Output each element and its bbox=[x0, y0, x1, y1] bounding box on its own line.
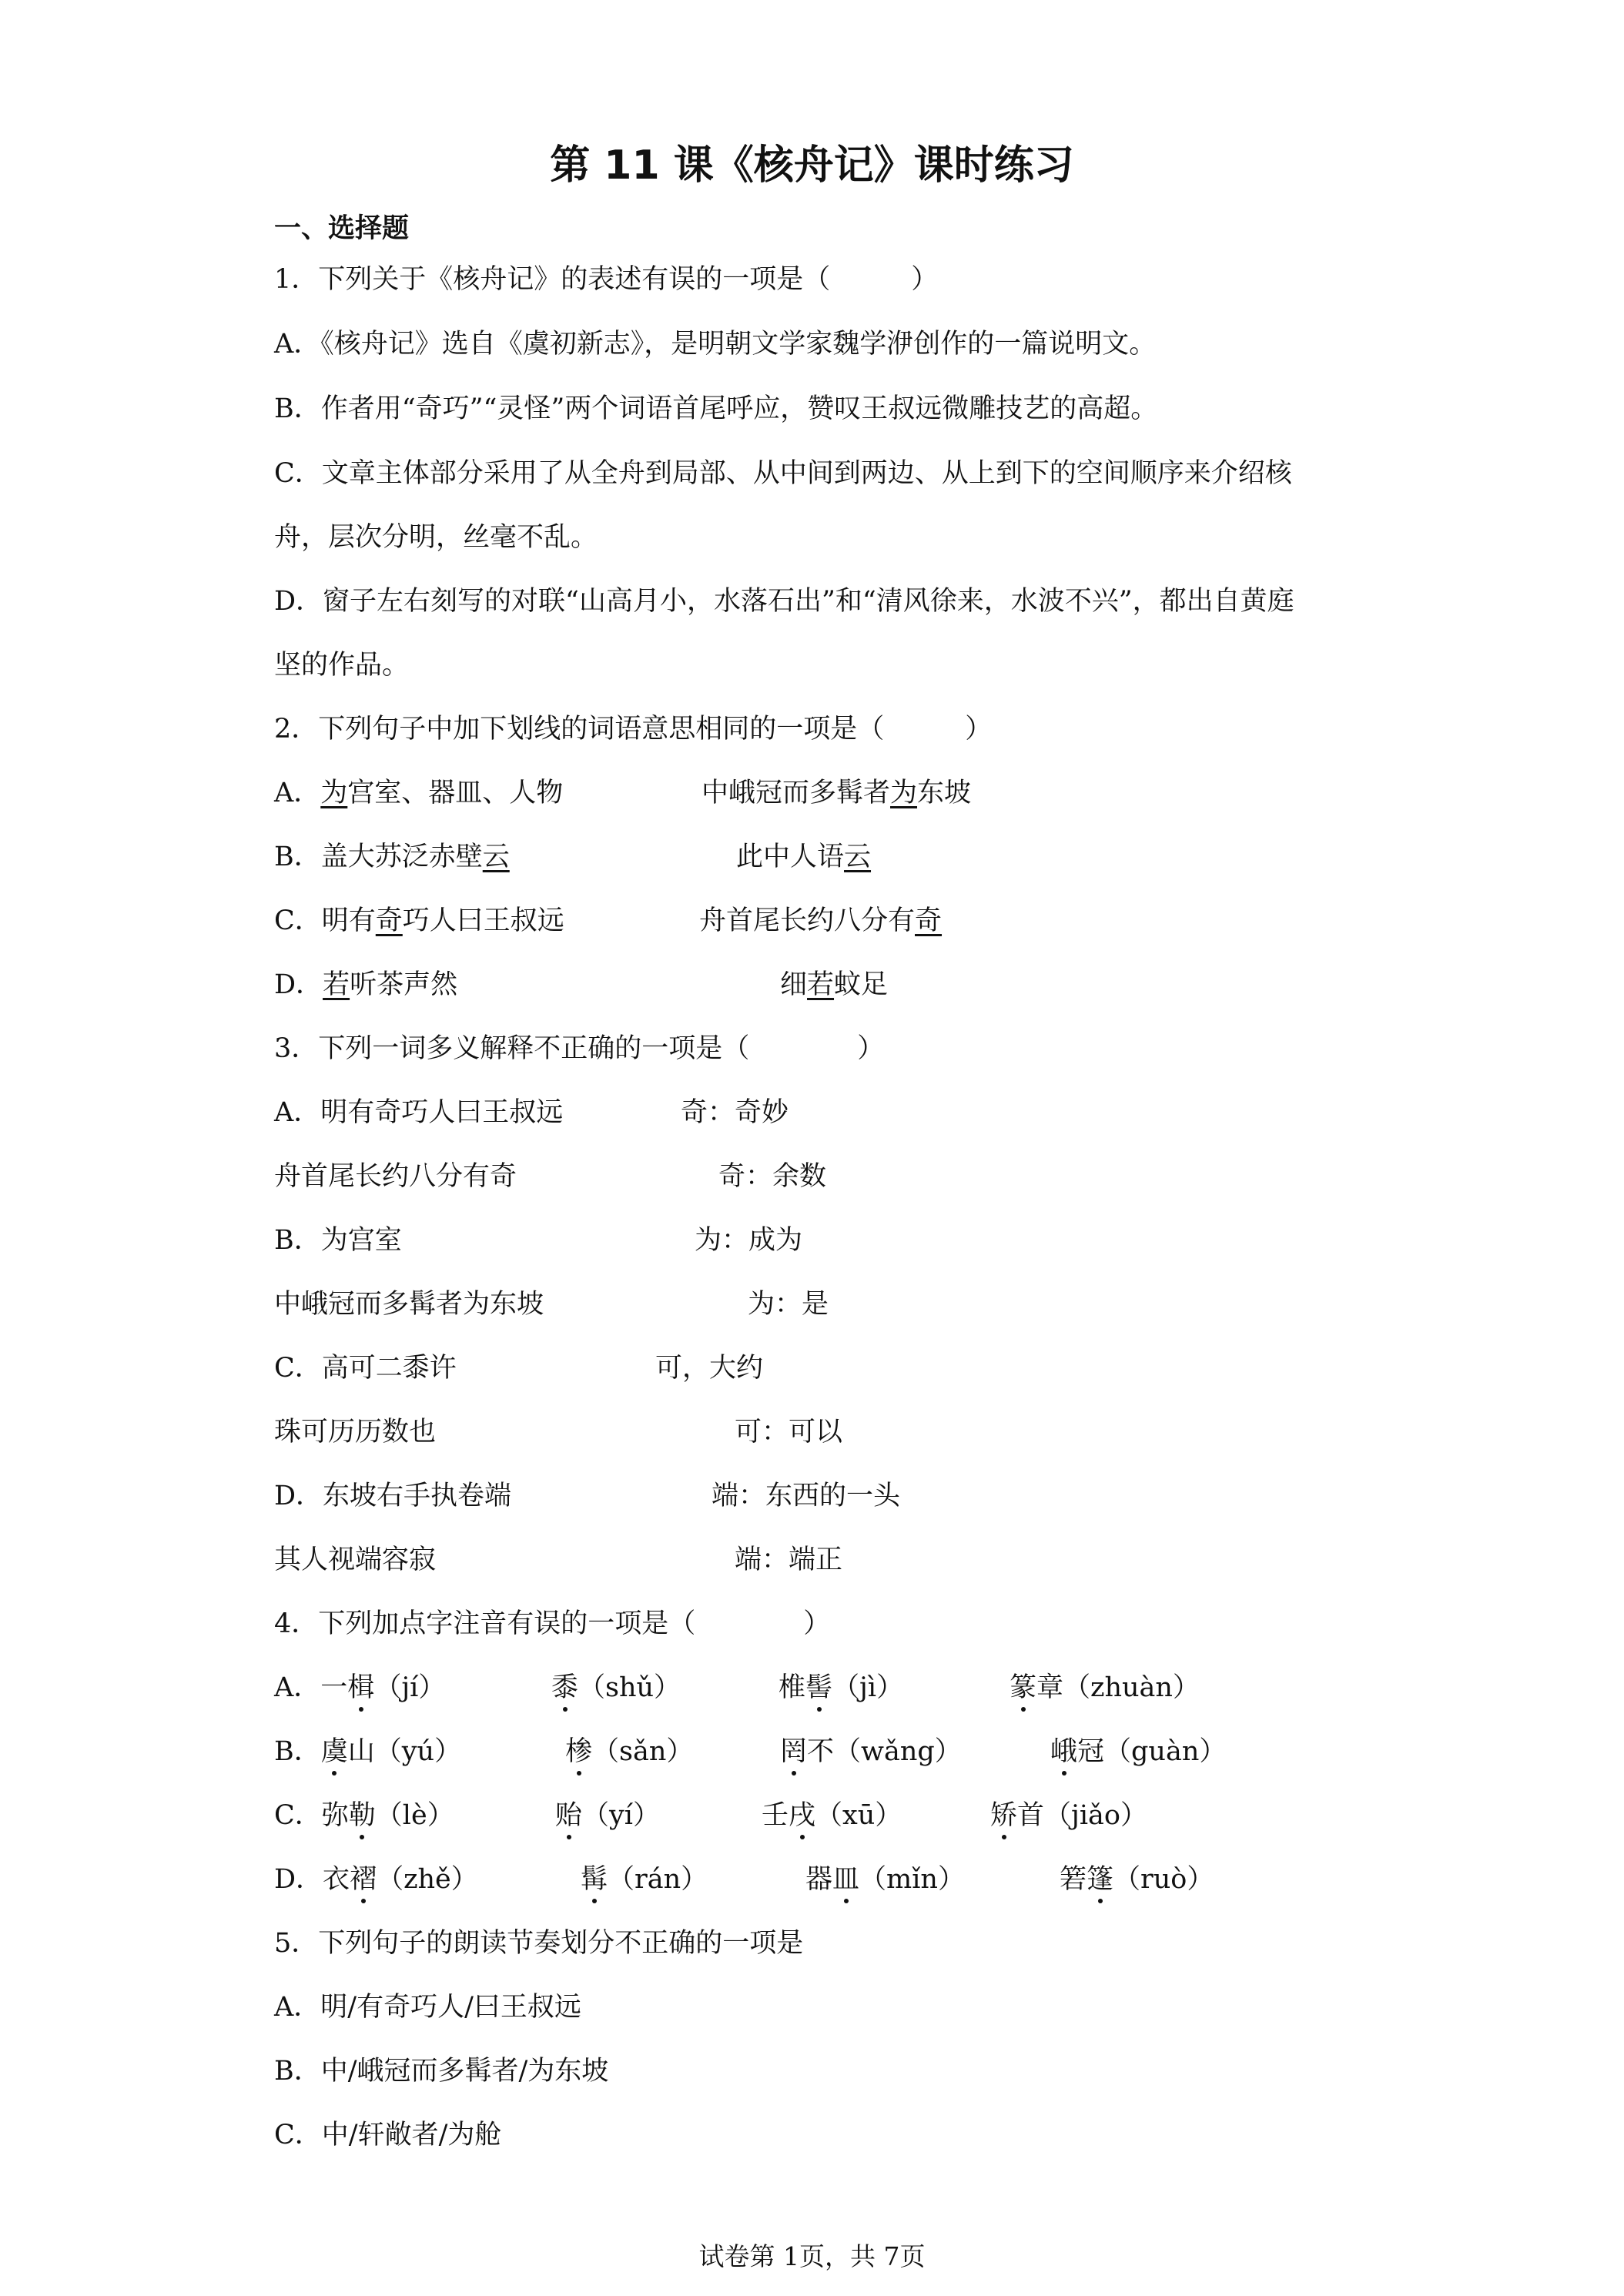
q4-pinyin: （xū） bbox=[815, 1800, 902, 1831]
q4-pinyin: 首（jiǎo） bbox=[1017, 1800, 1148, 1831]
q4-pinyin: （yí） bbox=[582, 1800, 660, 1831]
q2-c-underlined-1: 奇 bbox=[375, 905, 403, 936]
q2-a-prefix: A． bbox=[274, 778, 321, 808]
q3-row bbox=[274, 1096, 789, 1130]
q3-row-meaning: 端：东西的一头 bbox=[712, 1481, 901, 1511]
q4-pinyin: 不（wǎng） bbox=[807, 1736, 962, 1767]
q4-pinyin: （zhě） bbox=[377, 1864, 478, 1895]
q4-text: 壬 bbox=[762, 1800, 789, 1831]
q2-d-text: 听茶声然 bbox=[350, 969, 458, 1000]
q4-text: 椎 bbox=[779, 1672, 806, 1703]
q3-row-meaning: 为：是 bbox=[748, 1289, 829, 1320]
q3-row-word: 舟首尾长约八分有奇 bbox=[274, 1161, 517, 1192]
q4-dotted-char: 矫 bbox=[990, 1800, 1018, 1831]
q1-option-b: B．作者用“奇巧”“灵怪”两个词语首尾呼应，赞叹王叔远微雕技艺的高超。 bbox=[274, 393, 1158, 424]
q4-pinyin: （jì） bbox=[832, 1672, 904, 1703]
q4-pinyin: （ruò） bbox=[1113, 1864, 1214, 1895]
q4-dotted-char: 篆 bbox=[1010, 1672, 1037, 1703]
q3-row-word: B．为宫室 bbox=[274, 1225, 402, 1256]
q2-c-text-2: 巧人曰王叔远 bbox=[402, 905, 564, 936]
q4-text: 箬 bbox=[1060, 1864, 1087, 1895]
q4-text: B． bbox=[274, 1736, 321, 1767]
q2-b-underlined-1: 云 bbox=[482, 842, 510, 872]
q2-option-b bbox=[274, 840, 872, 874]
q4-text: A． bbox=[274, 1672, 321, 1703]
section-heading: 一、选择题 bbox=[274, 213, 410, 244]
q2-d-prefix: D． bbox=[274, 969, 323, 1000]
q4-dotted-char: 黍 bbox=[551, 1672, 579, 1703]
q2-a-text-2: 中峨冠而多髯者 bbox=[702, 778, 891, 808]
q5-option-a: A．明/有奇巧人/曰王叔远 bbox=[274, 1992, 581, 2023]
q3-row bbox=[274, 1287, 829, 1321]
q4-pinyin: （jí） bbox=[374, 1672, 446, 1703]
q2-d-text-2: 细 bbox=[780, 969, 808, 1000]
q4-pinyin: 冠（guàn） bbox=[1077, 1736, 1227, 1767]
q5-option-c: C．中/轩敞者/为舱 bbox=[274, 2120, 502, 2150]
q3-row-meaning: 为：成为 bbox=[695, 1225, 803, 1256]
q2-a-text: 宫室、器皿、人物 bbox=[347, 778, 564, 808]
q4-stem: 4．下列加点字注音有误的一项是（ ） bbox=[274, 1608, 831, 1639]
q2-c-text: C．明有 bbox=[274, 905, 376, 936]
q1-option-d-line1: D．窗子左右刻写的对联“山高月小，水落石出”和“清风徐来，水波不兴”，都出自黄庭 bbox=[274, 586, 1294, 617]
q4-text: 一 bbox=[320, 1672, 348, 1703]
q4-dotted-char: 髻 bbox=[805, 1672, 833, 1703]
q3-row-meaning: 奇：奇妙 bbox=[681, 1097, 789, 1128]
q4-dotted-char: 勒 bbox=[348, 1800, 376, 1831]
q4-pinyin: （lè） bbox=[375, 1800, 454, 1831]
q4-dotted-char: 篷 bbox=[1087, 1864, 1114, 1895]
q2-c-text-3: 舟首尾长约八分有 bbox=[699, 905, 916, 936]
q4-dotted-char: 贻 bbox=[555, 1800, 583, 1831]
q1-stem: 1．下列关于《核舟记》的表述有误的一项是（ ） bbox=[274, 264, 939, 295]
q5-option-b: B．中/峨冠而多髯者/为东坡 bbox=[274, 2056, 609, 2087]
q3-row-meaning: 可，大约 bbox=[655, 1353, 764, 1384]
q1-option-a: A．《核舟记》选自《虞初新志》，是明朝文学家魏学洢创作的一篇说明文。 bbox=[274, 329, 1157, 360]
q4-dotted-char: 峨 bbox=[1050, 1736, 1078, 1767]
q2-d-underlined-2: 若 bbox=[807, 969, 835, 1000]
q3-row bbox=[274, 1223, 803, 1257]
q4-pinyin: 章（zhuàn） bbox=[1036, 1672, 1200, 1703]
q3-row bbox=[274, 1479, 901, 1513]
q3-row-meaning: 可：可以 bbox=[735, 1417, 843, 1448]
q3-row bbox=[274, 1160, 827, 1193]
q4-dotted-char: 楫 bbox=[347, 1672, 375, 1703]
q2-b-text: B．盖大苏泛赤壁 bbox=[274, 842, 483, 872]
q2-b-text-2: 此中人语 bbox=[736, 842, 845, 872]
q4-dotted-char: 褶 bbox=[350, 1864, 377, 1895]
q4-pinyin: （sǎn） bbox=[592, 1736, 694, 1767]
q4-pinyin: （mǐn） bbox=[859, 1864, 965, 1895]
q3-row bbox=[274, 1543, 843, 1577]
q3-row-meaning: 端：端正 bbox=[735, 1545, 843, 1575]
q3-row bbox=[274, 1351, 764, 1385]
q3-row-word: D．东坡右手执卷端 bbox=[274, 1481, 512, 1511]
q1-option-c-line2: 舟，层次分明，丝毫不乱。 bbox=[274, 522, 598, 553]
q4-pinyin: （shǔ） bbox=[578, 1672, 681, 1703]
q2-b-underlined-2: 云 bbox=[844, 842, 872, 872]
page-footer: 试卷第 1页，共 7页 bbox=[698, 2241, 926, 2271]
q2-a-text-3: 东坡 bbox=[917, 778, 972, 808]
q2-a-underlined-1: 为 bbox=[320, 778, 348, 808]
q4-pinyin: （rán） bbox=[608, 1864, 708, 1895]
q4-dotted-char: 髯 bbox=[581, 1864, 608, 1895]
q4-dotted-char: 戌 bbox=[789, 1800, 816, 1831]
q3-row bbox=[274, 1415, 843, 1449]
q4-text: D．衣 bbox=[274, 1864, 350, 1895]
q1-option-d-line2: 坚的作品。 bbox=[274, 650, 410, 681]
q4-text: 器 bbox=[805, 1864, 833, 1895]
q1-option-c-line1: C．文章主体部分采用了从全舟到局部、从中间到两边、从上到下的空间顺序来介绍核 bbox=[274, 458, 1292, 489]
q4-dotted-char: 皿 bbox=[832, 1864, 860, 1895]
q3-row-word: 珠可历历数也 bbox=[274, 1417, 437, 1448]
q3-row-meaning: 奇：余数 bbox=[718, 1161, 827, 1192]
q2-option-a bbox=[274, 776, 972, 810]
q2-c-underlined-2: 奇 bbox=[915, 905, 943, 936]
q5-stem: 5．下列句子的朗读节奏划分不正确的一项是 bbox=[274, 1928, 804, 1959]
q4-text: C．弥 bbox=[274, 1800, 349, 1831]
page-title: 第 11 课《核舟记》课时练习 bbox=[550, 142, 1074, 189]
q4-dotted-char: 椮 bbox=[565, 1736, 593, 1767]
q2-a-underlined-2: 为 bbox=[890, 778, 918, 808]
q3-row-word: 其人视端容寂 bbox=[274, 1545, 437, 1575]
q3-row-word: A．明有奇巧人曰王叔远 bbox=[274, 1097, 564, 1128]
q2-option-d bbox=[274, 968, 889, 1002]
q2-d-underlined-1: 若 bbox=[323, 969, 350, 1000]
q2-stem: 2．下列句子中加下划线的词语意思相同的一项是（ ） bbox=[274, 714, 993, 745]
q4-pinyin: 山（yú） bbox=[347, 1736, 462, 1767]
q3-stem: 3．下列一词多义解释不正确的一项是（ ） bbox=[274, 1033, 885, 1064]
q4-dotted-char: 虞 bbox=[320, 1736, 348, 1767]
q2-option-c bbox=[274, 904, 943, 938]
q2-d-text-3: 蚊足 bbox=[834, 969, 889, 1000]
q4-dotted-char: 罔 bbox=[780, 1736, 808, 1767]
q3-row-word: C．高可二黍许 bbox=[274, 1353, 457, 1384]
q3-row-word: 中峨冠而多髯者为东坡 bbox=[274, 1289, 544, 1320]
